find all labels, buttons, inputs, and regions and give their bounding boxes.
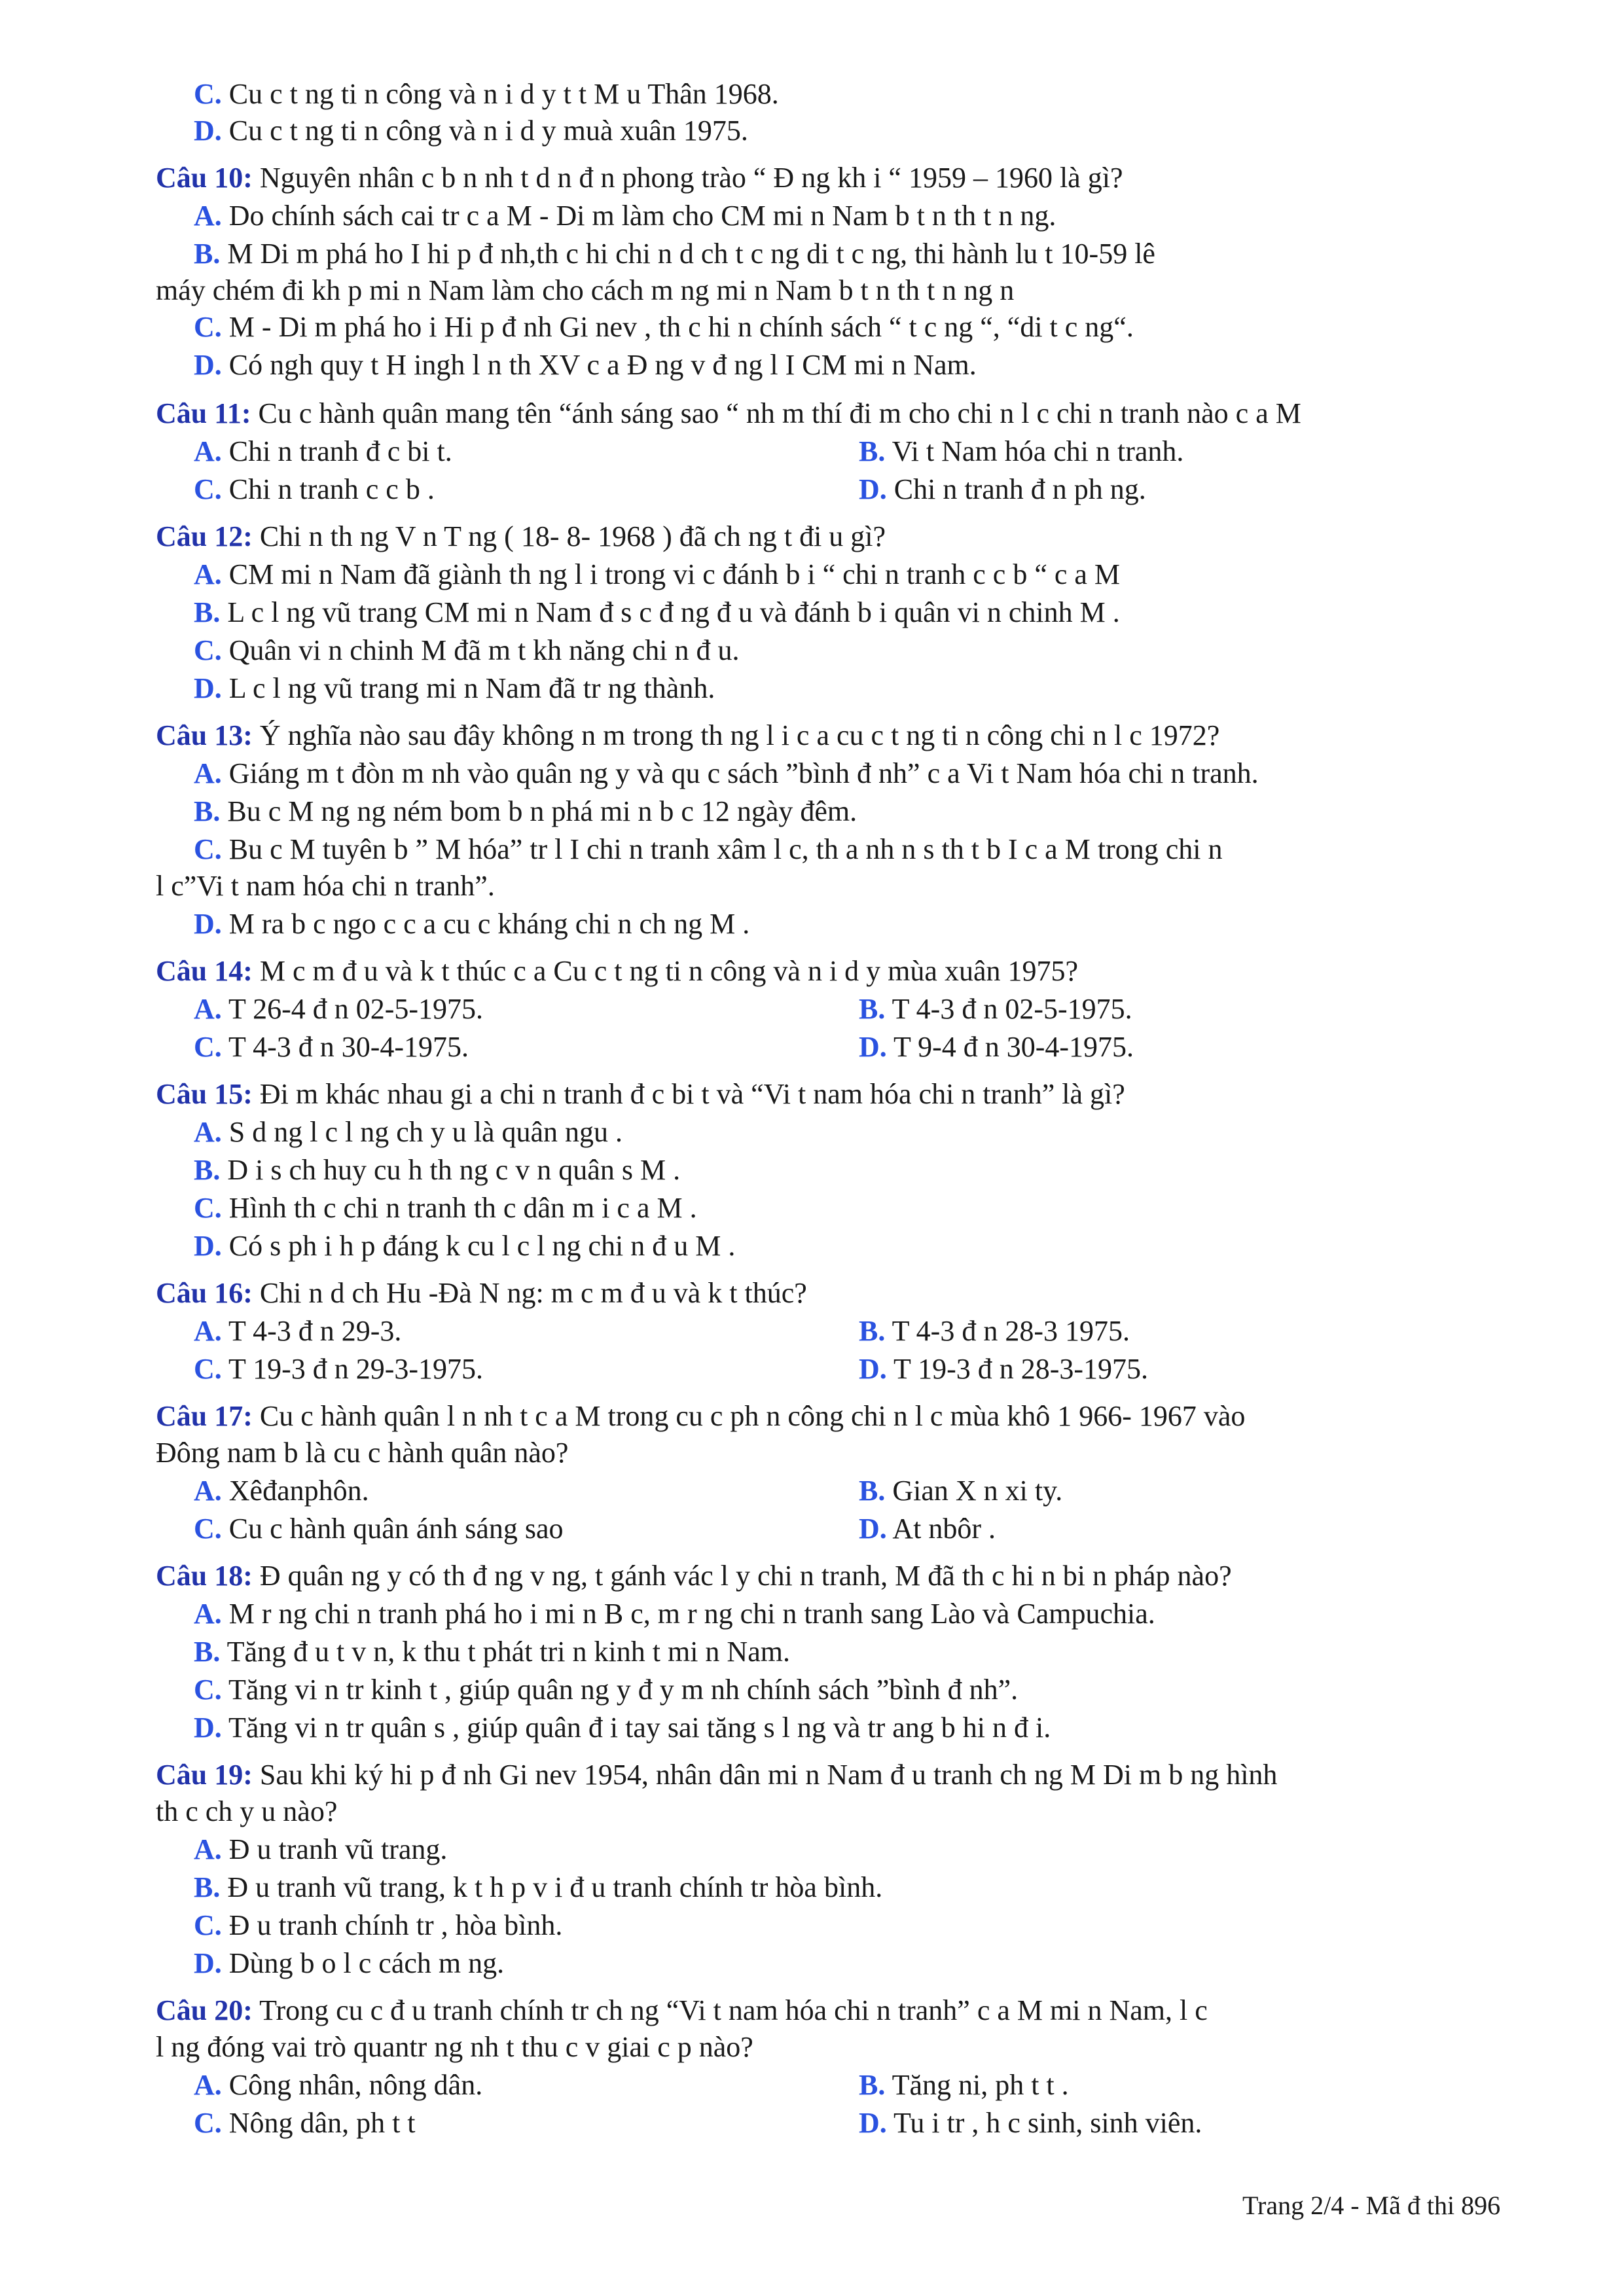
question-label: Câu 18: bbox=[156, 1560, 253, 1592]
option-line bbox=[194, 906, 749, 942]
option-line bbox=[859, 471, 1146, 508]
option-text: T 4-3 đ n 30-4-1975. bbox=[228, 1031, 469, 1063]
question-19 bbox=[156, 1757, 1277, 1793]
question-12 bbox=[156, 518, 886, 555]
option-line bbox=[859, 1313, 1130, 1350]
option-line bbox=[859, 433, 1183, 470]
option-label: D. bbox=[194, 115, 222, 147]
question-label: Câu 12: bbox=[156, 520, 253, 552]
option-label: B. bbox=[194, 1154, 221, 1186]
option-label: A. bbox=[194, 1598, 222, 1630]
option-text: Chi n tranh c c b . bbox=[228, 473, 435, 505]
option-text: máy chém đi kh p mi n Nam làm cho cách m ng mi n Nam b t n th t n ng n bbox=[156, 274, 1015, 306]
option-label: D. bbox=[194, 672, 222, 704]
option-label: A. bbox=[194, 1315, 222, 1347]
option-label: C. bbox=[194, 473, 222, 505]
option-line bbox=[194, 76, 779, 113]
option-line bbox=[194, 2067, 482, 2104]
question-label: Câu 15: bbox=[156, 1078, 253, 1110]
option-text: T 19-3 đ n 29-3-1975. bbox=[228, 1353, 484, 1385]
option-text: M Di m phá ho I hi p đ nh,th c hi chi n d ch t c ng di t c ng, thi hành lu t 10-59 lê bbox=[227, 238, 1155, 270]
question-continuation bbox=[156, 1793, 337, 1830]
option-line bbox=[194, 309, 1134, 346]
option-line bbox=[194, 670, 715, 707]
option-continuation bbox=[156, 272, 1014, 309]
option-text: Hình th c chi n tranh th c dân m i c a M . bbox=[228, 1192, 697, 1224]
question-label: Câu 10: bbox=[156, 162, 253, 194]
option-label: A. bbox=[194, 435, 222, 467]
option-line bbox=[859, 1473, 1062, 1509]
option-line bbox=[194, 1473, 369, 1509]
option-label: A. bbox=[194, 2069, 222, 2101]
question-text: Đông nam b là cu c hành quân nào? bbox=[156, 1437, 569, 1469]
option-text: Cu c hành quân ánh sáng sao bbox=[228, 1513, 564, 1545]
question-13 bbox=[156, 717, 1219, 754]
question-text: l ng đóng vai trò quantr ng nh t thu c v giai c p nào? bbox=[156, 2031, 753, 2063]
option-line bbox=[859, 1511, 996, 1547]
option-text: Vi t Nam hóa chi n tranh. bbox=[892, 435, 1184, 467]
option-text: Đ u tranh vũ trang. bbox=[228, 1833, 448, 1865]
option-text: Đ u tranh chính tr , hòa bình. bbox=[228, 1909, 563, 1941]
option-text: Nông dân, ph t t bbox=[228, 2107, 416, 2139]
option-text: M - Di m phá ho i Hi p đ nh Gi nev , th c hi n chính sách “ t c ng “, “di t c ng“. bbox=[228, 311, 1134, 343]
question-text: M c m đ u và k t thúc c a Cu c t ng ti n công và n i d y mùa xuân 1975? bbox=[259, 955, 1078, 987]
option-label: A. bbox=[194, 1116, 222, 1148]
option-text: Công nhân, nông dân. bbox=[228, 2069, 483, 2101]
option-text: CM mi n Nam đã giành th ng l i trong vi c đánh b i “ chi n tranh c c b “ c a M bbox=[228, 558, 1121, 590]
option-text: Tăng vi n tr quân s , giúp quân đ i tay sai tăng s l ng và tr ang b hi n đ i. bbox=[228, 1712, 1051, 1744]
option-line bbox=[194, 755, 1259, 792]
option-text: Cu c t ng ti n công và n i d y muà xuân 1975. bbox=[228, 115, 748, 147]
question-15 bbox=[156, 1076, 1125, 1113]
option-text: T 4-3 đ n 28-3 1975. bbox=[892, 1315, 1130, 1347]
option-label: C. bbox=[194, 833, 222, 865]
option-line bbox=[194, 632, 739, 669]
option-text: Có s ph i h p đáng k cu l c l ng chi n đ u M . bbox=[228, 1230, 736, 1262]
option-text: Tu i tr , h c sinh, sinh viên. bbox=[893, 2107, 1202, 2139]
question-11 bbox=[156, 395, 1301, 432]
question-14 bbox=[156, 953, 1078, 990]
option-label: B. bbox=[194, 1871, 221, 1903]
option-label: C. bbox=[194, 1192, 222, 1224]
option-label: A. bbox=[194, 1475, 222, 1507]
option-label: C. bbox=[194, 1031, 222, 1063]
option-text: Gian X n xi ty. bbox=[892, 1475, 1063, 1507]
question-label: Câu 13: bbox=[156, 719, 253, 751]
question-label: Câu 14: bbox=[156, 955, 253, 987]
option-line bbox=[194, 1114, 623, 1151]
option-label: C. bbox=[194, 634, 222, 666]
option-line bbox=[859, 991, 1132, 1028]
question-text: Ý nghĩa nào sau đây không n m trong th ng l i c a cu c t ng ti n công chi n l c 1972? bbox=[259, 719, 1220, 751]
question-18 bbox=[156, 1558, 1232, 1594]
option-text: Xêđanphôn. bbox=[228, 1475, 369, 1507]
option-label: C. bbox=[194, 311, 222, 343]
option-line bbox=[194, 1029, 469, 1066]
option-line bbox=[194, 1710, 1051, 1746]
option-label: D. bbox=[194, 1947, 222, 1979]
question-text: Cu c hành quân l n nh t c a M trong cu c ph n công chi n l c mùa khô 1 966- 1967 vào bbox=[259, 1400, 1246, 1432]
option-label: B. bbox=[194, 795, 221, 827]
option-text: Tăng vi n tr kinh t , giúp quân ng y đ y m nh chính sách ”bình đ nh”. bbox=[228, 1674, 1019, 1706]
option-text: Bu c M ng ng ném bom b n phá mi n b c 12 ngày đêm. bbox=[227, 795, 857, 827]
option-text: Chi n tranh đ c bi t. bbox=[228, 435, 452, 467]
option-text: T 19-3 đ n 28-3-1975. bbox=[893, 1353, 1149, 1385]
option-line bbox=[859, 2105, 1202, 2142]
option-line bbox=[194, 347, 977, 384]
option-label: A. bbox=[194, 757, 222, 789]
option-text: At nbôr . bbox=[892, 1513, 996, 1545]
question-label: Câu 20: bbox=[156, 1994, 253, 2026]
question-label: Câu 11: bbox=[156, 397, 251, 429]
option-text: Do chính sách cai tr c a M - Di m làm cho CM mi n Nam b t n th t n ng. bbox=[228, 200, 1056, 232]
question-text: Cu c hành quân mang tên “ánh sáng sao “ nh m thí đi m cho chi n l c chi n tranh nào c a M bbox=[258, 397, 1301, 429]
option-text: T 9-4 đ n 30-4-1975. bbox=[893, 1031, 1134, 1063]
option-line bbox=[194, 471, 435, 508]
option-line bbox=[194, 1596, 1155, 1632]
question-text: th c ch y u nào? bbox=[156, 1795, 338, 1827]
question-text: Đi m khác nhau gi a chi n tranh đ c bi t và “Vi t nam hóa chi n tranh” là gì? bbox=[259, 1078, 1125, 1110]
option-label: A. bbox=[194, 558, 222, 590]
option-label: D. bbox=[859, 1513, 887, 1545]
option-label: A. bbox=[194, 1833, 222, 1865]
option-label: B. bbox=[859, 993, 886, 1025]
option-label: B. bbox=[194, 238, 221, 270]
question-20 bbox=[156, 1992, 1208, 2029]
option-line bbox=[194, 1869, 882, 1906]
question-17 bbox=[156, 1398, 1245, 1435]
option-line bbox=[194, 1831, 447, 1868]
option-text: Dùng b o l c cách m ng. bbox=[228, 1947, 505, 1979]
option-label: A. bbox=[194, 993, 222, 1025]
option-line bbox=[194, 1634, 790, 1670]
option-text: S d ng l c l ng ch y u là quân ngu . bbox=[228, 1116, 623, 1148]
option-continuation bbox=[156, 868, 495, 905]
option-label: B. bbox=[859, 435, 886, 467]
option-line bbox=[194, 2105, 416, 2142]
option-line bbox=[859, 2067, 1069, 2104]
option-line bbox=[194, 113, 748, 149]
question-text: Trong cu c đ u tranh chính tr ch ng “Vi t nam hóa chi n tranh” c a M mi n Nam, l c bbox=[259, 1994, 1208, 2026]
option-text: L c l ng vũ trang mi n Nam đã tr ng thành. bbox=[228, 672, 715, 704]
option-label: B. bbox=[194, 596, 221, 628]
option-line bbox=[194, 1945, 504, 1982]
option-text: Tăng đ u t v n, k thu t phát tri n kinh t mi n Nam. bbox=[226, 1636, 790, 1668]
question-10 bbox=[156, 160, 1123, 196]
option-label: B. bbox=[194, 1636, 221, 1668]
option-label: D. bbox=[194, 1712, 222, 1744]
option-text: Bu c M tuyên b ” M hóa” tr l I chi n tranh xâm l c, th a nh n s th t b I c a M trong chi n bbox=[228, 833, 1223, 865]
option-text: Giáng m t đòn m nh vào quân ng y và qu c sách ”bình đ nh” c a Vi t Nam hóa chi n tranh. bbox=[228, 757, 1259, 789]
option-label: D. bbox=[859, 1353, 887, 1385]
question-16 bbox=[156, 1275, 807, 1312]
option-text: L c l ng vũ trang CM mi n Nam đ s c đ ng đ u và đánh b i quân vi n chinh M . bbox=[227, 596, 1120, 628]
option-text: T 26-4 đ n 02-5-1975. bbox=[228, 993, 484, 1025]
option-label: C. bbox=[194, 1513, 222, 1545]
option-line bbox=[194, 1907, 562, 1944]
question-continuation bbox=[156, 1435, 568, 1471]
option-text: T 4-3 đ n 02-5-1975. bbox=[892, 993, 1132, 1025]
option-line bbox=[859, 1351, 1148, 1388]
option-line bbox=[194, 831, 1222, 868]
option-text: l c”Vi t nam hóa chi n tranh”. bbox=[156, 870, 495, 902]
question-text: Chi n th ng V n T ng ( 18- 8- 1968 ) đã ch ng t đi u gì? bbox=[259, 520, 886, 552]
option-label: D. bbox=[859, 2107, 887, 2139]
option-label: D. bbox=[859, 1031, 887, 1063]
option-text: Quân vi n chinh M đã m t kh năng chi n đ u. bbox=[228, 634, 740, 666]
question-continuation bbox=[156, 2029, 753, 2066]
option-text: D i s ch huy cu h th ng c v n quân s M . bbox=[227, 1154, 681, 1186]
option-label: C. bbox=[194, 1674, 222, 1706]
option-line bbox=[194, 236, 1155, 272]
option-text: T 4-3 đ n 29-3. bbox=[228, 1315, 402, 1347]
option-text: Chi n tranh đ n ph ng. bbox=[893, 473, 1146, 505]
option-label: B. bbox=[859, 2069, 886, 2101]
option-line bbox=[194, 556, 1120, 593]
question-label: Câu 17: bbox=[156, 1400, 253, 1432]
option-line bbox=[194, 1190, 697, 1227]
option-label: C. bbox=[194, 2107, 222, 2139]
option-line bbox=[859, 1029, 1134, 1066]
option-label: B. bbox=[859, 1315, 886, 1347]
option-text: M r ng chi n tranh phá ho i mi n B c, m r ng chi n tranh sang Lào và Campuchia. bbox=[228, 1598, 1155, 1630]
option-label: D. bbox=[194, 1230, 222, 1262]
question-label: Câu 19: bbox=[156, 1759, 253, 1791]
option-line bbox=[194, 1313, 401, 1350]
option-line bbox=[194, 991, 483, 1028]
option-line bbox=[194, 433, 452, 470]
option-line bbox=[194, 1351, 483, 1388]
option-label: B. bbox=[859, 1475, 886, 1507]
option-label: A. bbox=[194, 200, 222, 232]
option-text: Có ngh quy t H ingh l n th XV c a Đ ng v đ ng l I CM mi n Nam. bbox=[228, 349, 977, 381]
option-label: D. bbox=[194, 908, 222, 940]
page-footer: Trang 2/4 - Mã đ thi 896 bbox=[1242, 2191, 1501, 2220]
option-label: C. bbox=[194, 1909, 222, 1941]
question-text: Chi n d ch Hu -Đà N ng: m c m đ u và k t thúc? bbox=[259, 1277, 807, 1309]
option-line bbox=[194, 594, 1120, 631]
option-line bbox=[194, 1511, 564, 1547]
question-text: Sau khi ký hi p đ nh Gi nev 1954, nhân dân mi n Nam đ u tranh ch ng M Di m b ng hình bbox=[259, 1759, 1278, 1791]
option-text: Đ u tranh vũ trang, k t h p v i đ u tranh chính tr hòa bình. bbox=[227, 1871, 883, 1903]
option-line bbox=[194, 198, 1056, 234]
question-text: Đ quân ng y có th đ ng v ng, t gánh vác l y chi n tranh, M đã th c hi n bi n pháp nào? bbox=[259, 1560, 1232, 1592]
option-text: Cu c t ng ti n công và n i d y t t M u Thân 1968. bbox=[228, 78, 779, 110]
option-label: C. bbox=[194, 1353, 222, 1385]
option-label: D. bbox=[859, 473, 887, 505]
option-line bbox=[194, 793, 857, 830]
question-label: Câu 16: bbox=[156, 1277, 253, 1309]
option-line bbox=[194, 1228, 735, 1265]
question-text: Nguyên nhân c b n nh t d n đ n phong trào “ Đ ng kh i “ 1959 – 1960 là gì? bbox=[259, 162, 1123, 194]
option-label: C. bbox=[194, 78, 222, 110]
option-label: D. bbox=[194, 349, 222, 381]
option-line bbox=[194, 1152, 680, 1189]
option-line bbox=[194, 1672, 1018, 1708]
option-text: Tăng ni, ph t t . bbox=[892, 2069, 1069, 2101]
option-text: M ra b c ngo c c a cu c kháng chi n ch ng M . bbox=[228, 908, 750, 940]
